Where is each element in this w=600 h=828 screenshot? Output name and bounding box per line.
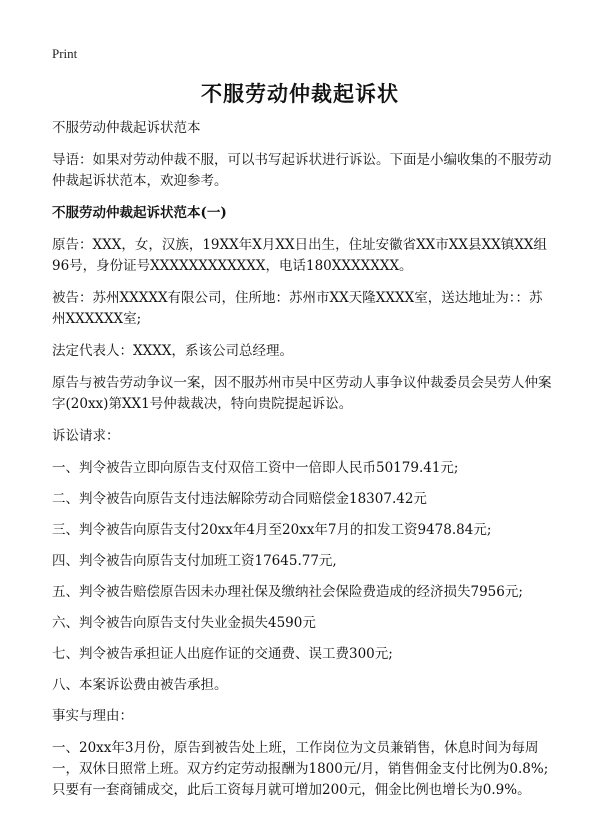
section-heading: 不服劳动仲裁起诉状范本(一) bbox=[52, 205, 227, 221]
intro-paragraph: 导语：如果对劳动仲裁不服，可以书写起诉状进行诉讼。下面是小编收集的不服劳动仲裁起诉状范本，欢迎参考。 bbox=[52, 152, 552, 189]
document-subtitle: 不服劳动仲裁起诉状范本 bbox=[52, 120, 201, 136]
document-title: 不服劳动仲裁起诉状 bbox=[201, 81, 399, 106]
defendant-paragraph: 被告：苏州XXXXX有限公司，住所地：苏州市XX天隆XXXX室，送达地址为：：苏州XXXXXX室; bbox=[52, 290, 543, 327]
facts-heading: 事实与理由： bbox=[52, 708, 133, 724]
claim-item: 五、判令被告赔偿原告因未办理社保及缴纳社会保险费造成的经济损失7956元; bbox=[52, 584, 523, 600]
plaintiff-paragraph: 原告：XXX，女，汉族，19XX年X月XX日出生，住址安徽省XX市XX县XX镇XX组96号，身份证号XXXXXXXXXXXX，电话180XXXXXXX。 bbox=[52, 237, 547, 274]
facts-paragraph: 一、20xx年3月份，原告到被告处上班，工作岗位为文员兼销售，休息时间为每周一，双休日照常上班。双方约定劳动报酬为1800元/月，销售佣金支付比例为0.8%;只要有一套商铺成交，此后工资每月就可增加200元，佣金比例也增长为0.9%。 bbox=[52, 740, 549, 798]
print-label[interactable]: Print bbox=[52, 46, 78, 61]
claims-heading: 诉讼请求： bbox=[52, 428, 120, 444]
claim-item: 八、本案诉讼费由被告承担。 bbox=[52, 677, 228, 693]
claim-item: 三、判令被告向原告支付20xx年4月至20xx年7月的扣发工资9478.84元; bbox=[52, 522, 492, 538]
claim-item: 七、判令被告承担证人出庭作证的交通费、误工费300元; bbox=[52, 646, 393, 662]
legal-rep-paragraph: 法定代表人：XXXX，系该公司总经理。 bbox=[52, 343, 293, 359]
claim-item: 六、判令被告向原告支付失业金损失4590元 bbox=[52, 615, 316, 631]
document-body bbox=[52, 118, 552, 812]
claim-item: 一、判令被告立即向原告支付双倍工资中一倍即人民币50179.41元; bbox=[52, 460, 459, 476]
case-intro-paragraph: 原告与被告劳动争议一案，因不服苏州市吴中区劳动人事争议仲裁委员会吴劳人仲案字(20xx)第XX1号仲裁裁决，特向贵院提起诉讼。 bbox=[52, 375, 552, 412]
claim-item: 二、判令被告向原告支付违法解除劳动合同赔偿金18307.42元 bbox=[52, 491, 427, 507]
claim-item: 四、判令被告向原告支付加班工资17645.77元, bbox=[52, 553, 337, 569]
